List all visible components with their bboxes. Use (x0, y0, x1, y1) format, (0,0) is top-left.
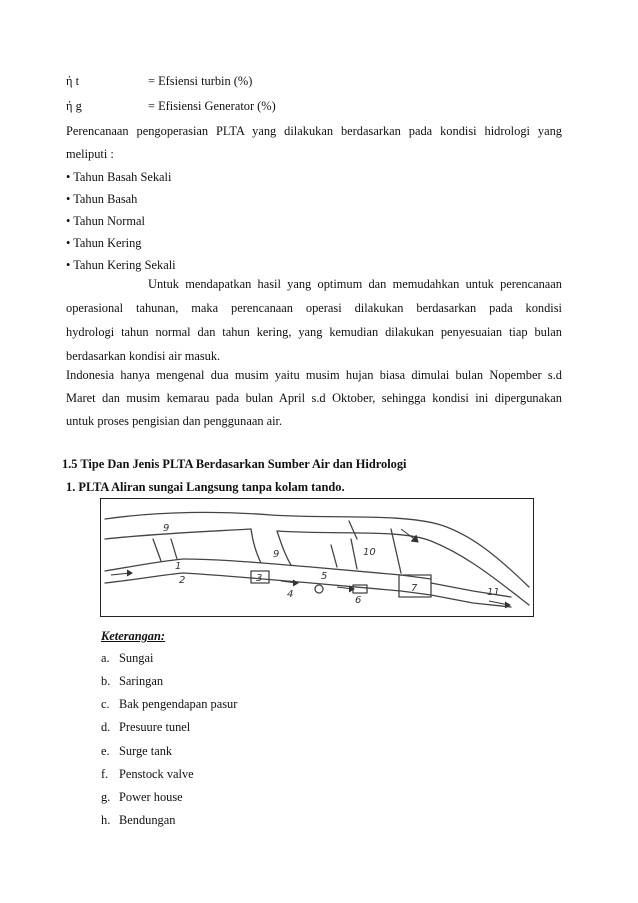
legend-text: Saringan (119, 674, 164, 688)
legend-letter: f. (101, 767, 109, 781)
paragraph-1-line: berdasarkan kondisi air masuk. (66, 349, 221, 363)
legend-letter: c. (101, 697, 110, 711)
section-heading: 1.5 Tipe Dan Jenis PLTA Berdasarkan Sumber Air dan Hidrologi (62, 457, 407, 471)
legend-text: Bak pengendapan pasur (119, 697, 238, 711)
legend-text: Sungai (119, 651, 154, 665)
figure-label: 5 (321, 571, 328, 582)
figure-label: 9 (163, 523, 170, 534)
formula-definition-turbine: = Efsiensi turbin (%) (148, 74, 253, 88)
subheading: 1. PLTA Aliran sungai Langsung tanpa kolam tando. (66, 480, 345, 494)
figure-label: 9 (273, 549, 280, 560)
bullet-item: • Tahun Kering (66, 236, 142, 250)
intro-line-1: Perencanaan pengoperasian PLTA yang dilakukan berdasarkan pada kondisi hidrologi yang (66, 124, 562, 138)
keterangan-title: Keterangan: (101, 629, 166, 643)
formula-definition-generator: = Efisiensi Generator (%) (148, 99, 276, 113)
legend-letter: b. (101, 674, 111, 688)
figure-label: 1 (175, 561, 182, 572)
paragraph-1-line: Untuk mendapatkan hasil yang optimum dan memudahkan untuk perencanaan (148, 277, 562, 291)
legend-letter: e. (101, 744, 110, 758)
legend-text: Power house (119, 790, 183, 804)
legend-letter: d. (101, 720, 111, 734)
figure-label: 4 (287, 589, 294, 600)
legend-letter: h. (101, 813, 111, 827)
figure-label: 6 (355, 595, 362, 606)
legend-text: Penstock valve (119, 767, 194, 781)
bullet-item: • Tahun Basah (66, 192, 138, 206)
figure-label: 2 (179, 575, 186, 586)
legend-text: Surge tank (119, 744, 173, 758)
legend-letter: g. (101, 790, 111, 804)
paragraph-2-line: Indonesia hanya mengenal dua musim yaitu musim hujan biasa dimulai bulan Nopember s.d (66, 368, 562, 382)
hydro-diagram-figure (100, 498, 534, 617)
bullet-item: • Tahun Normal (66, 214, 145, 228)
hydro-diagram-sketch (101, 499, 533, 616)
formula-symbol-generator: ή g (66, 99, 82, 113)
paragraph-2-line: untuk proses pengisian dan penggunaan air. (66, 414, 283, 428)
paragraph-1-line: hydrologi tahun normal dan tahun kering, yang kemudian dilakukan penyesuaian tiap bulan (66, 325, 562, 339)
formula-symbol-turbine: ή t (66, 74, 80, 88)
figure-label: 3 (256, 573, 263, 584)
intro-line-2: meliputi : (66, 147, 114, 161)
paragraph-2-line: Maret dan musim kemarau pada bulan April s.d Oktober, sehingga kondisi ini dipergunakan (66, 391, 562, 405)
legend-text: Bendungan (119, 813, 176, 827)
legend-letter: a. (101, 651, 110, 665)
bullet-item: • Tahun Basah Sekali (66, 170, 172, 184)
bullet-item: • Tahun Kering Sekali (66, 258, 176, 272)
figure-label: 10 (363, 547, 376, 558)
figure-label: 11 (487, 587, 500, 598)
figure-label: 7 (411, 583, 418, 594)
legend-text: Presuure tunel (119, 720, 191, 734)
paragraph-1-line: operasional tahunan, maka perencanaan operasi dilakukan berdasarkan pada kondisi (66, 301, 562, 315)
